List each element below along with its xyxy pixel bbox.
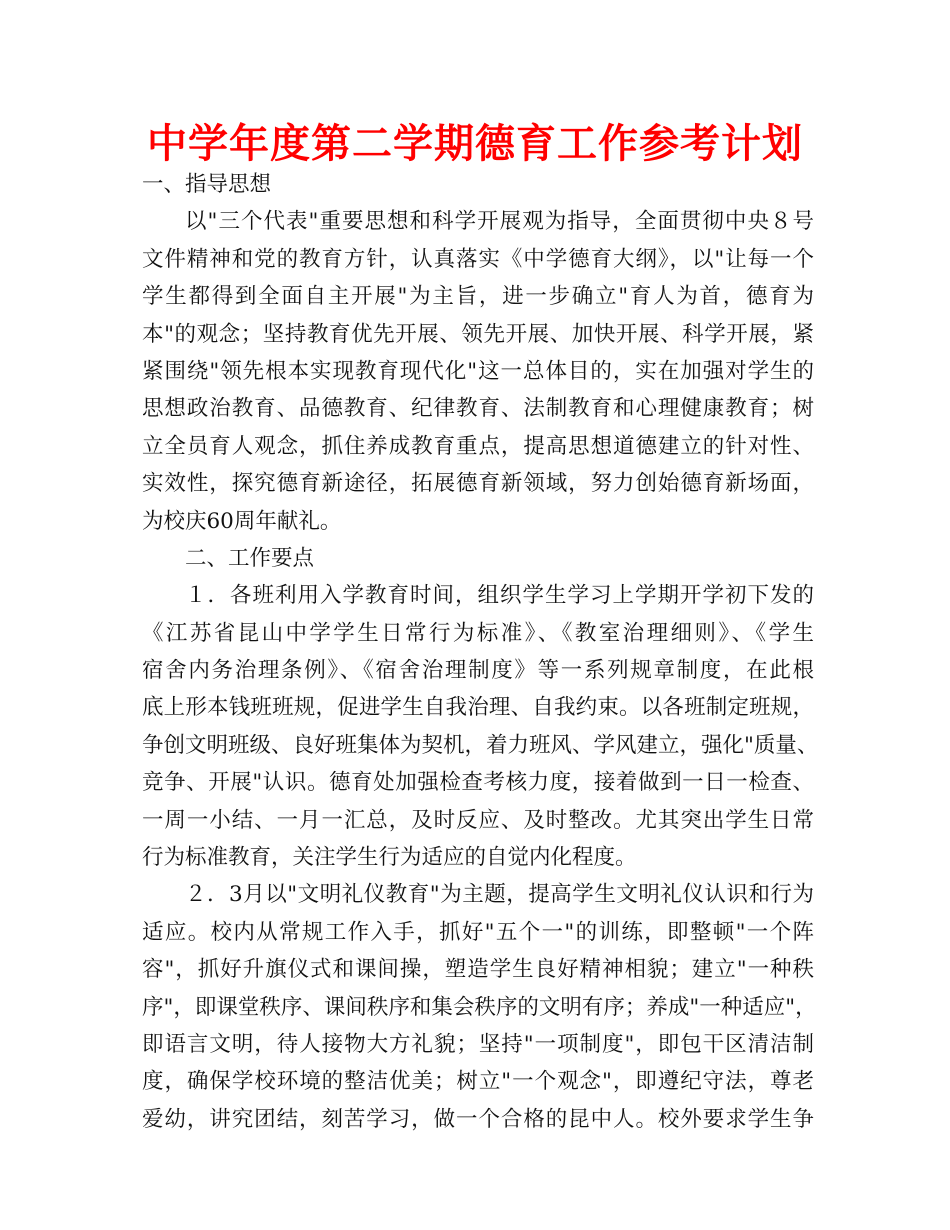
paragraph-line: 容"，抓好升旗仪式和课间操，塑造学生良好精神相貌；建立"一种秩 [142, 957, 814, 983]
paragraph-line: 宿舍内务治理条例》、《宿舍治理制度》等一系列规章制度，在此根 [142, 658, 814, 684]
paragraph-line: 文件精神和党的教育方针，认真落实《中学德育大纲》，以"让每一个 [142, 246, 814, 272]
document-title: 中学年度第二学期德育工作参考计划 [147, 121, 803, 167]
paragraph-line: 思想政治教育、品德教育、纪律教育、法制教育和心理健康教育；树 [142, 396, 814, 422]
paragraph-line: 一周一小结、一月一汇总，及时反应、及时整改。尤其突出学生日常 [142, 807, 814, 833]
paragraph-line: 竞争、开展"认识。德育处加强检查考核力度，接着做到一日一检查、 [142, 770, 814, 796]
paragraph-line: 争创文明班级、良好班集体为契机，着力班风、学风建立，强化"质量、 [142, 732, 819, 758]
paragraph-line: 学生都得到全面自主开展"为主旨，进一步确立"育人为首，德育为 [142, 284, 814, 310]
paragraph-line: 度，确保学校环境的整洁优美；树立"一个观念"，即遵纪守法，尊老 [142, 1069, 814, 1095]
paragraph-line: １．各班利用入学教育时间，组织学生学习上学期开学初下发的 [185, 583, 814, 609]
section-heading-work-points: 二、工作要点 [185, 545, 315, 571]
paragraph-line: 序"，即课堂秩序、课间秩序和集会秩序的文明有序；养成"一种适应"， [142, 994, 817, 1020]
paragraph-line: 行为标准教育，关注学生行为适应的自觉内化程度。 [142, 845, 637, 871]
paragraph-line: 《江苏省昆山中学学生日常行为标准》、《教室治理细则》、《学生 [142, 620, 814, 646]
document-body [142, 166, 819, 1138]
paragraph-line: 紧围绕"领先根本实现教育现代化"这一总体目的，实在加强对学生的 [142, 358, 814, 384]
paragraph-line: 爱幼，讲究团结，刻苦学习，做一个合格的昆中人。校外要求学生争 [142, 1106, 814, 1132]
paragraph-line: 以"三个代表"重要思想和科学开展观为指导，全面贯彻中央８号 [185, 209, 814, 235]
paragraph-line: 即语言文明，待人接物大方礼貌；坚持"一项制度"，即包干区清洁制 [142, 1031, 814, 1057]
paragraph-line: 底上形本钱班班规，促进学生自我治理、自我约束。以各班制定班规， [142, 695, 814, 721]
section-heading-guiding-ideology: 一、指导思想 [142, 172, 272, 197]
paragraph-line: 实效性，探究德育新途径，拓展德育新领域，努力创始德育新场面， [142, 471, 814, 497]
paragraph-line: 为校庆60周年献礼。 [142, 508, 342, 534]
paragraph-line: 适应。校内从常规工作入手，抓好"五个一"的训练，即整顿"一个阵 [142, 919, 814, 945]
paragraph-line: 立全员育人观念，抓住养成教育重点，提高思想道德建立的针对性、 [142, 433, 814, 459]
paragraph-line: ２．3月以"文明礼仪教育"为主题，提高学生文明礼仪认识和行为 [185, 882, 814, 908]
paragraph-line: 本"的观念；坚持教育优先开展、领先开展、加快开展、科学开展，紧 [142, 321, 814, 347]
